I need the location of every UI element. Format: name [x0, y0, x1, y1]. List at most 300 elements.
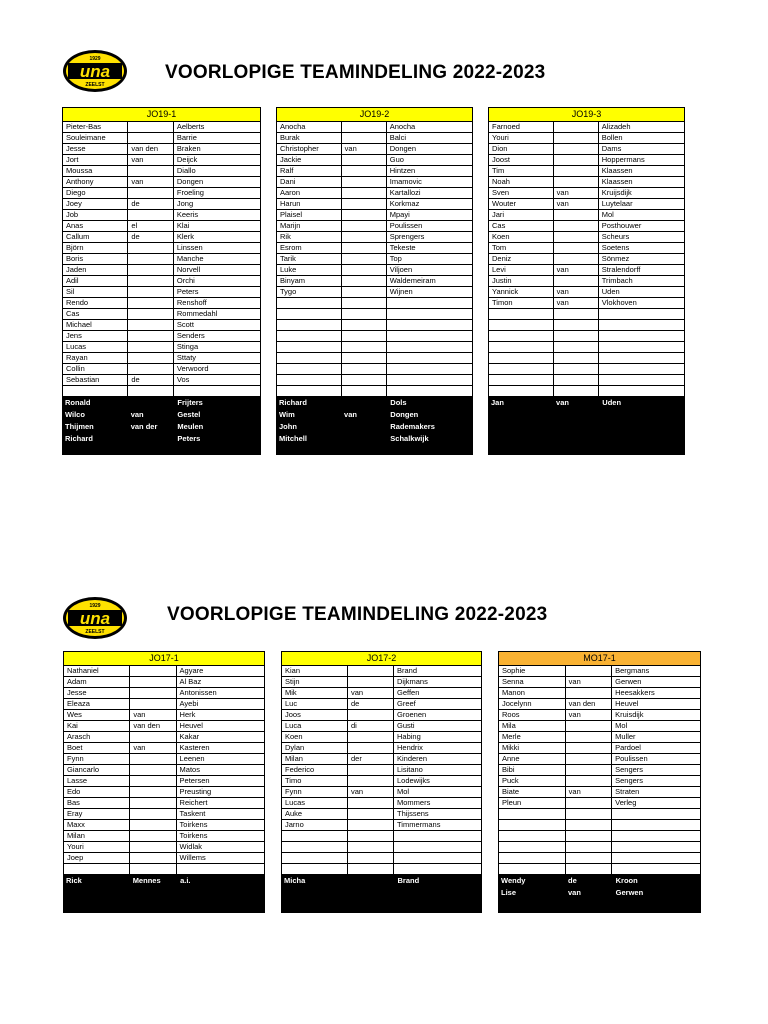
player-first-name: Aaron [277, 188, 342, 199]
player-row [282, 831, 482, 842]
player-infix [130, 765, 176, 776]
player-infix: van [341, 144, 386, 155]
staff-first-name: Wendy [501, 876, 526, 885]
player-first-name: Jari [489, 210, 554, 221]
staff-last-name: Rademakers [390, 422, 435, 431]
player-infix [130, 688, 176, 699]
player-infix [341, 309, 386, 320]
player-last-name [612, 853, 701, 864]
player-row [282, 809, 482, 820]
staff-first-name: Rick [66, 876, 82, 885]
player-infix [130, 809, 176, 820]
player-first-name: Jarno [282, 820, 348, 831]
player-first-name: Dani [277, 177, 342, 188]
team-header [63, 108, 261, 122]
player-row [64, 732, 265, 743]
staff-row [62, 397, 261, 409]
team-table [276, 107, 473, 397]
player-last-name: Sttaty [173, 353, 260, 364]
player-last-name: Orchi [173, 276, 260, 287]
player-row [277, 188, 473, 199]
player-last-name [386, 320, 472, 331]
player-infix [348, 677, 394, 688]
player-row [499, 710, 701, 721]
player-row [282, 787, 482, 798]
player-infix [348, 776, 394, 787]
staff-infix [341, 421, 387, 433]
team-mo17-1 [498, 651, 701, 913]
player-last-name: Wijnen [386, 287, 472, 298]
player-first-name: Esrom [277, 243, 342, 254]
player-last-name: Heesakkers [612, 688, 701, 699]
player-first-name: Joost [489, 155, 554, 166]
player-first-name [63, 386, 128, 397]
player-last-name: Hendrix [394, 743, 482, 754]
player-row [277, 298, 473, 309]
player-last-name: Greef [394, 699, 482, 710]
player-last-name [598, 320, 684, 331]
player-infix: de [348, 699, 394, 710]
team-header [64, 652, 265, 666]
staff-row [62, 421, 261, 433]
player-row [489, 133, 685, 144]
player-row [277, 155, 473, 166]
player-infix [341, 364, 386, 375]
player-infix [341, 265, 386, 276]
player-row [277, 276, 473, 287]
player-last-name [386, 342, 472, 353]
logo-year: 1929 [89, 56, 101, 62]
player-first-name: Luca [282, 721, 348, 732]
player-row [489, 320, 685, 331]
player-first-name: Luc [282, 699, 348, 710]
player-first-name [499, 864, 566, 875]
player-first-name [64, 864, 130, 875]
player-infix: van den [128, 144, 174, 155]
player-row [499, 820, 701, 831]
player-row [277, 243, 473, 254]
player-first-name: Milan [282, 754, 348, 765]
player-row [499, 831, 701, 842]
player-first-name: Deniz [489, 254, 554, 265]
player-last-name: Brand [394, 666, 482, 677]
player-last-name: Scheurs [598, 232, 684, 243]
player-infix [341, 320, 386, 331]
team-table [62, 107, 261, 397]
player-infix [341, 353, 386, 364]
staff-row [276, 421, 473, 433]
player-last-name: Anocha [386, 122, 472, 133]
player-row [277, 221, 473, 232]
staff-last-name: Dols [390, 398, 407, 407]
staff-last-name: Schalkwijk [390, 434, 429, 443]
player-first-name [282, 853, 348, 864]
player-row [277, 386, 473, 397]
staff-infix [341, 397, 387, 409]
player-last-name [598, 353, 684, 364]
player-row [282, 721, 482, 732]
player-first-name: Timo [282, 776, 348, 787]
player-last-name: Kruisdijk [612, 710, 701, 721]
team-jo19-3 [488, 107, 685, 455]
player-last-name: Luytelaar [598, 199, 684, 210]
player-first-name: Sebastian [63, 375, 128, 386]
player-first-name: Wouter [489, 199, 554, 210]
player-first-name: Roos [499, 710, 566, 721]
player-first-name: Puck [499, 776, 566, 787]
player-last-name [598, 342, 684, 353]
player-infix [348, 710, 394, 721]
player-infix [348, 798, 394, 809]
player-first-name: Anne [499, 754, 566, 765]
staff-row [488, 397, 685, 409]
player-row [63, 364, 261, 375]
player-first-name [489, 353, 554, 364]
player-infix: de [128, 232, 174, 243]
player-row [63, 375, 261, 386]
player-row [489, 210, 685, 221]
player-last-name: Diallo [173, 166, 260, 177]
player-infix [130, 864, 176, 875]
player-last-name: Muller [612, 732, 701, 743]
player-row [282, 842, 482, 853]
una-logo-icon [62, 596, 128, 640]
player-infix [130, 699, 176, 710]
player-first-name: Milan [64, 831, 130, 842]
player-infix: di [348, 721, 394, 732]
player-infix: van [565, 787, 611, 798]
player-last-name: Tekeste [386, 243, 472, 254]
player-infix [341, 122, 386, 133]
staff-infix [128, 397, 175, 409]
player-last-name: Dijkmans [394, 677, 482, 688]
player-row [63, 232, 261, 243]
player-row [277, 342, 473, 353]
staff-last-name: Frijters [177, 398, 203, 407]
player-first-name: Dylan [282, 743, 348, 754]
player-last-name: Scott [173, 320, 260, 331]
logo-sub: ZEELST [85, 82, 105, 88]
player-last-name [612, 820, 701, 831]
player-last-name: Mommers [394, 798, 482, 809]
player-infix [553, 353, 598, 364]
player-first-name [277, 331, 342, 342]
staff-row [62, 409, 261, 421]
staff-infix: de [568, 876, 577, 885]
player-row [499, 765, 701, 776]
player-first-name: Nathaniel [64, 666, 130, 677]
player-infix [128, 166, 174, 177]
player-infix [128, 287, 174, 298]
player-first-name: Pleun [499, 798, 566, 809]
player-row [277, 144, 473, 155]
player-row [282, 710, 482, 721]
player-infix [553, 364, 598, 375]
player-infix [341, 342, 386, 353]
player-last-name: Manche [173, 254, 260, 265]
player-row [282, 666, 482, 677]
player-last-name: Vos [173, 375, 260, 386]
player-row [489, 309, 685, 320]
player-first-name: Mila [499, 721, 566, 732]
player-infix: van [348, 688, 394, 699]
staff-block [63, 875, 265, 913]
staff-last-name: a.i. [180, 876, 191, 885]
player-first-name: Jesse [64, 688, 130, 699]
player-first-name: Diego [63, 188, 128, 199]
player-infix [130, 853, 176, 864]
player-last-name: Jong [173, 199, 260, 210]
player-infix [128, 320, 174, 331]
team-name: JO19-1 [63, 108, 261, 122]
player-row [63, 188, 261, 199]
player-first-name [277, 353, 342, 364]
player-row [499, 754, 701, 765]
player-first-name: Lucas [282, 798, 348, 809]
player-infix [341, 331, 386, 342]
player-first-name: Jackie [277, 155, 342, 166]
player-infix [128, 210, 174, 221]
player-first-name: Björn [63, 243, 128, 254]
player-last-name: Stinga [173, 342, 260, 353]
staff-infix: van [556, 398, 569, 407]
player-first-name: Eleaza [64, 699, 130, 710]
player-first-name: Kian [282, 666, 348, 677]
player-last-name: Hintzen [386, 166, 472, 177]
player-row [64, 776, 265, 787]
player-infix [128, 298, 174, 309]
page-title: VOORLOPIGE TEAMINDELING 2022-2023 [165, 62, 546, 83]
staff-first-name: Wilco [65, 410, 85, 419]
player-last-name: Vlokhoven [598, 298, 684, 309]
player-last-name: Senders [173, 331, 260, 342]
player-infix: van [348, 787, 394, 798]
player-first-name: Jort [63, 155, 128, 166]
player-row [489, 265, 685, 276]
una-logo-icon [62, 49, 128, 93]
player-infix [130, 820, 176, 831]
player-first-name [282, 842, 348, 853]
player-infix [128, 188, 174, 199]
player-row [63, 166, 261, 177]
player-last-name: Top [386, 254, 472, 265]
player-row [277, 331, 473, 342]
player-row [63, 254, 261, 265]
player-infix [341, 166, 386, 177]
player-row [64, 688, 265, 699]
player-last-name: Willems [176, 853, 264, 864]
player-first-name: Tarik [277, 254, 342, 265]
player-row [63, 243, 261, 254]
logo-name: una [79, 609, 111, 628]
player-row [277, 210, 473, 221]
player-infix [128, 309, 174, 320]
staff-first-name: John [279, 422, 297, 431]
player-last-name: Lisitano [394, 765, 482, 776]
staff-first-name: Thijmen [65, 422, 94, 431]
player-row [499, 787, 701, 798]
staff-last-name: Gestel [177, 410, 201, 419]
team-header [499, 652, 701, 666]
player-first-name: Koen [489, 232, 554, 243]
player-infix [565, 754, 611, 765]
player-infix: van den [565, 699, 611, 710]
player-last-name: Korkmaz [386, 199, 472, 210]
player-row [489, 144, 685, 155]
player-last-name [386, 353, 472, 364]
player-row [277, 177, 473, 188]
player-first-name [489, 342, 554, 353]
player-first-name: Justin [489, 276, 554, 287]
player-row [277, 375, 473, 386]
player-first-name: Tim [489, 166, 554, 177]
player-infix [130, 798, 176, 809]
player-infix [565, 776, 611, 787]
team-jo19-1 [62, 107, 261, 455]
staff-block [276, 397, 473, 455]
player-row [499, 809, 701, 820]
player-last-name [386, 298, 472, 309]
player-infix [553, 232, 598, 243]
player-row [277, 232, 473, 243]
player-last-name: Agyare [176, 666, 264, 677]
staff-first-name: Micha [284, 876, 306, 885]
player-last-name: Lodewijks [394, 776, 482, 787]
player-infix [348, 743, 394, 754]
team-name: JO19-2 [277, 108, 473, 122]
player-first-name: Jesse [63, 144, 128, 155]
player-infix [348, 831, 394, 842]
player-row [64, 820, 265, 831]
player-infix [553, 386, 598, 397]
player-row [63, 177, 261, 188]
player-last-name: Bollen [598, 133, 684, 144]
player-first-name [277, 298, 342, 309]
player-row [63, 144, 261, 155]
player-first-name: Joos [282, 710, 348, 721]
player-row [282, 743, 482, 754]
team-header [489, 108, 685, 122]
player-last-name: Gusti [394, 721, 482, 732]
player-first-name [489, 331, 554, 342]
player-last-name: Froeling [173, 188, 260, 199]
team-name: MO17-1 [499, 652, 701, 666]
player-row [489, 298, 685, 309]
player-infix [128, 254, 174, 265]
player-row [64, 798, 265, 809]
player-row [63, 155, 261, 166]
player-first-name [499, 809, 566, 820]
player-infix [565, 743, 611, 754]
player-first-name: Burak [277, 133, 342, 144]
staff-block [498, 875, 701, 913]
staff-first-name: Richard [279, 398, 307, 407]
player-first-name: Callum [63, 232, 128, 243]
player-row [489, 155, 685, 166]
player-first-name [282, 831, 348, 842]
player-infix [553, 144, 598, 155]
team-name: JO17-2 [282, 652, 482, 666]
player-row [282, 677, 482, 688]
player-infix [565, 721, 611, 732]
player-first-name [499, 831, 566, 842]
player-first-name: Wes [64, 710, 130, 721]
player-last-name: Mpayi [386, 210, 472, 221]
staff-infix: van der [130, 422, 158, 431]
player-first-name: Tygo [277, 287, 342, 298]
player-last-name: Straten [612, 787, 701, 798]
player-first-name: Jens [63, 331, 128, 342]
player-first-name: Boet [64, 743, 130, 754]
staff-infix [128, 433, 175, 445]
player-infix [128, 133, 174, 144]
team-table [281, 651, 482, 875]
player-first-name: Marijn [277, 221, 342, 232]
player-first-name: Adam [64, 677, 130, 688]
player-infix [128, 353, 174, 364]
player-infix: el [128, 221, 174, 232]
staff-last-name: Gerwen [615, 888, 644, 897]
player-row [64, 765, 265, 776]
player-first-name: Sophie [499, 666, 566, 677]
player-last-name: Waldemeiram [386, 276, 472, 287]
player-row [64, 831, 265, 842]
player-row [64, 743, 265, 754]
player-first-name: Jaden [63, 265, 128, 276]
player-last-name: Sengers [612, 776, 701, 787]
player-first-name [489, 320, 554, 331]
player-first-name: Dion [489, 144, 554, 155]
player-row [63, 221, 261, 232]
player-row [64, 710, 265, 721]
staff-infix: Mennes [132, 876, 161, 885]
player-last-name [386, 375, 472, 386]
player-last-name: Mol [394, 787, 482, 798]
player-first-name: Federico [282, 765, 348, 776]
player-row [499, 666, 701, 677]
team-jo17-1 [63, 651, 265, 913]
player-last-name: Stralendorff [598, 265, 684, 276]
player-infix [553, 166, 598, 177]
player-first-name: Noah [489, 177, 554, 188]
staff-last-name: Peters [177, 434, 201, 443]
player-first-name: Boris [63, 254, 128, 265]
player-infix: van [128, 155, 174, 166]
player-row [64, 842, 265, 853]
staff-first-name: Wim [279, 410, 295, 419]
player-row [282, 754, 482, 765]
player-first-name: Anocha [277, 122, 342, 133]
player-infix [128, 386, 174, 397]
staff-first-name: Jan [491, 398, 504, 407]
player-last-name: Mol [598, 210, 684, 221]
player-infix [341, 177, 386, 188]
player-first-name: Yannick [489, 287, 554, 298]
player-last-name: Preusting [176, 787, 264, 798]
player-last-name: Al Baz [176, 677, 264, 688]
player-first-name: Farnoed [489, 122, 554, 133]
player-infix: van [553, 199, 598, 210]
player-last-name: Taskent [176, 809, 264, 820]
player-first-name: Levi [489, 265, 554, 276]
player-infix [341, 386, 386, 397]
player-first-name: Harun [277, 199, 342, 210]
player-first-name: Bibi [499, 765, 566, 776]
player-infix [341, 210, 386, 221]
player-infix [348, 765, 394, 776]
player-first-name: Koen [282, 732, 348, 743]
player-last-name: Aelberts [173, 122, 260, 133]
